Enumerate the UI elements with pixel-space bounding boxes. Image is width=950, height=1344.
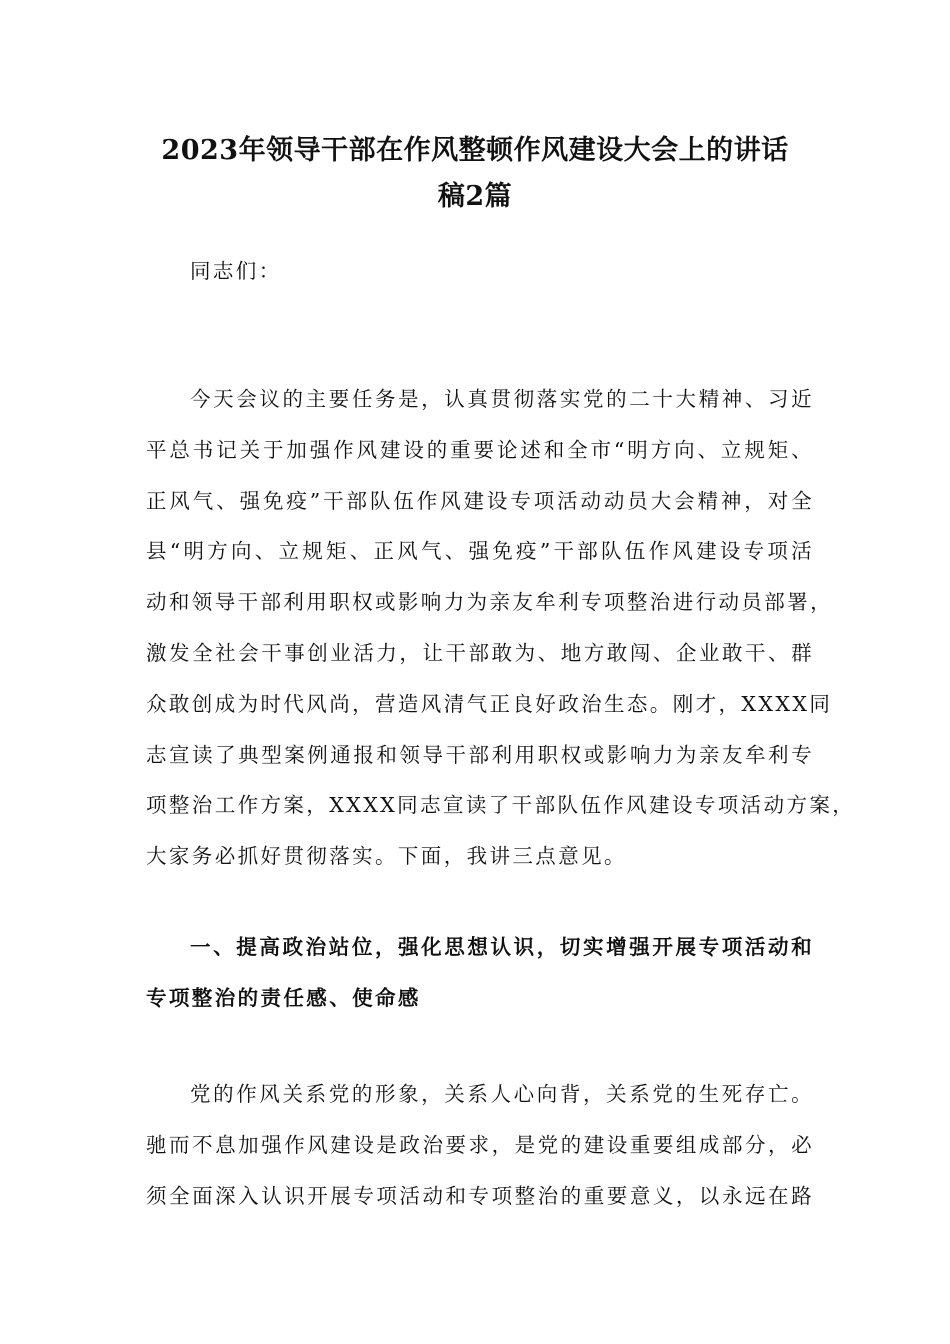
greeting-text: 同志们： bbox=[190, 259, 282, 283]
greeting bbox=[146, 246, 814, 297]
title-line-1: 2023年领导干部在作风整顿作风建设大会上的讲话 bbox=[161, 135, 789, 166]
paragraph-line: 须全面深入认识开展专项活动和专项整治的重要意义，以永远在路 bbox=[146, 1183, 814, 1208]
title-line-2: 稿2篇 bbox=[437, 181, 513, 212]
heading-line: 专项整治的责任感、使命感 bbox=[146, 985, 421, 1010]
paragraph-line: 党的作风关系党的形象，关系人心向背，关系党的生死存亡。 bbox=[190, 1082, 814, 1106]
paragraph-line: 项整治工作方案，XXXX同志宣读了干部队伍作风建设专项活动方案， bbox=[146, 793, 856, 818]
paragraph-line: 大家务必抓好贯彻落实。下面，我讲三点意见。 bbox=[146, 844, 627, 869]
paragraph-line: 激发全社会干事创业活力，让干部敢为、地方敢闯、企业敢干、群 bbox=[146, 640, 814, 665]
paragraph-line: 志宣读了典型案例通报和领导干部利用职权或影响力为亲友牟利专 bbox=[146, 742, 814, 767]
paragraph-line: 众敢创成为时代风尚，营造风清气正良好政治生态。刚才，XXXX同 bbox=[146, 691, 833, 716]
paragraph-line: 县“明方向、立规矩、正风气、强免疫”干部队伍作风建设专项活 bbox=[146, 539, 814, 564]
paragraph-line: 今天会议的主要任务是，认真贯彻落实党的二十大精神、习近 bbox=[190, 387, 814, 411]
paragraph-line: 动和领导干部利用职权或影响力为亲友牟利专项整治进行动员部署， bbox=[146, 590, 833, 615]
document-title bbox=[120, 128, 830, 220]
section-heading-1 bbox=[146, 922, 814, 1024]
paragraph-line: 驰而不息加强作风建设是政治要求，是党的建设重要组成部分，必 bbox=[146, 1132, 814, 1157]
paragraph-line: 平总书记关于加强作风建设的重要论述和全市“明方向、立规矩、 bbox=[146, 437, 814, 462]
paragraph-2 bbox=[146, 1069, 814, 1221]
heading-line: 一、提高政治站位，强化思想认识，切实增强开展专项活动和 bbox=[190, 935, 814, 959]
paragraph-1 bbox=[146, 374, 856, 882]
paragraph-line: 正风气、强免疫”干部队伍作风建设专项活动动员大会精神，对全 bbox=[146, 488, 814, 513]
